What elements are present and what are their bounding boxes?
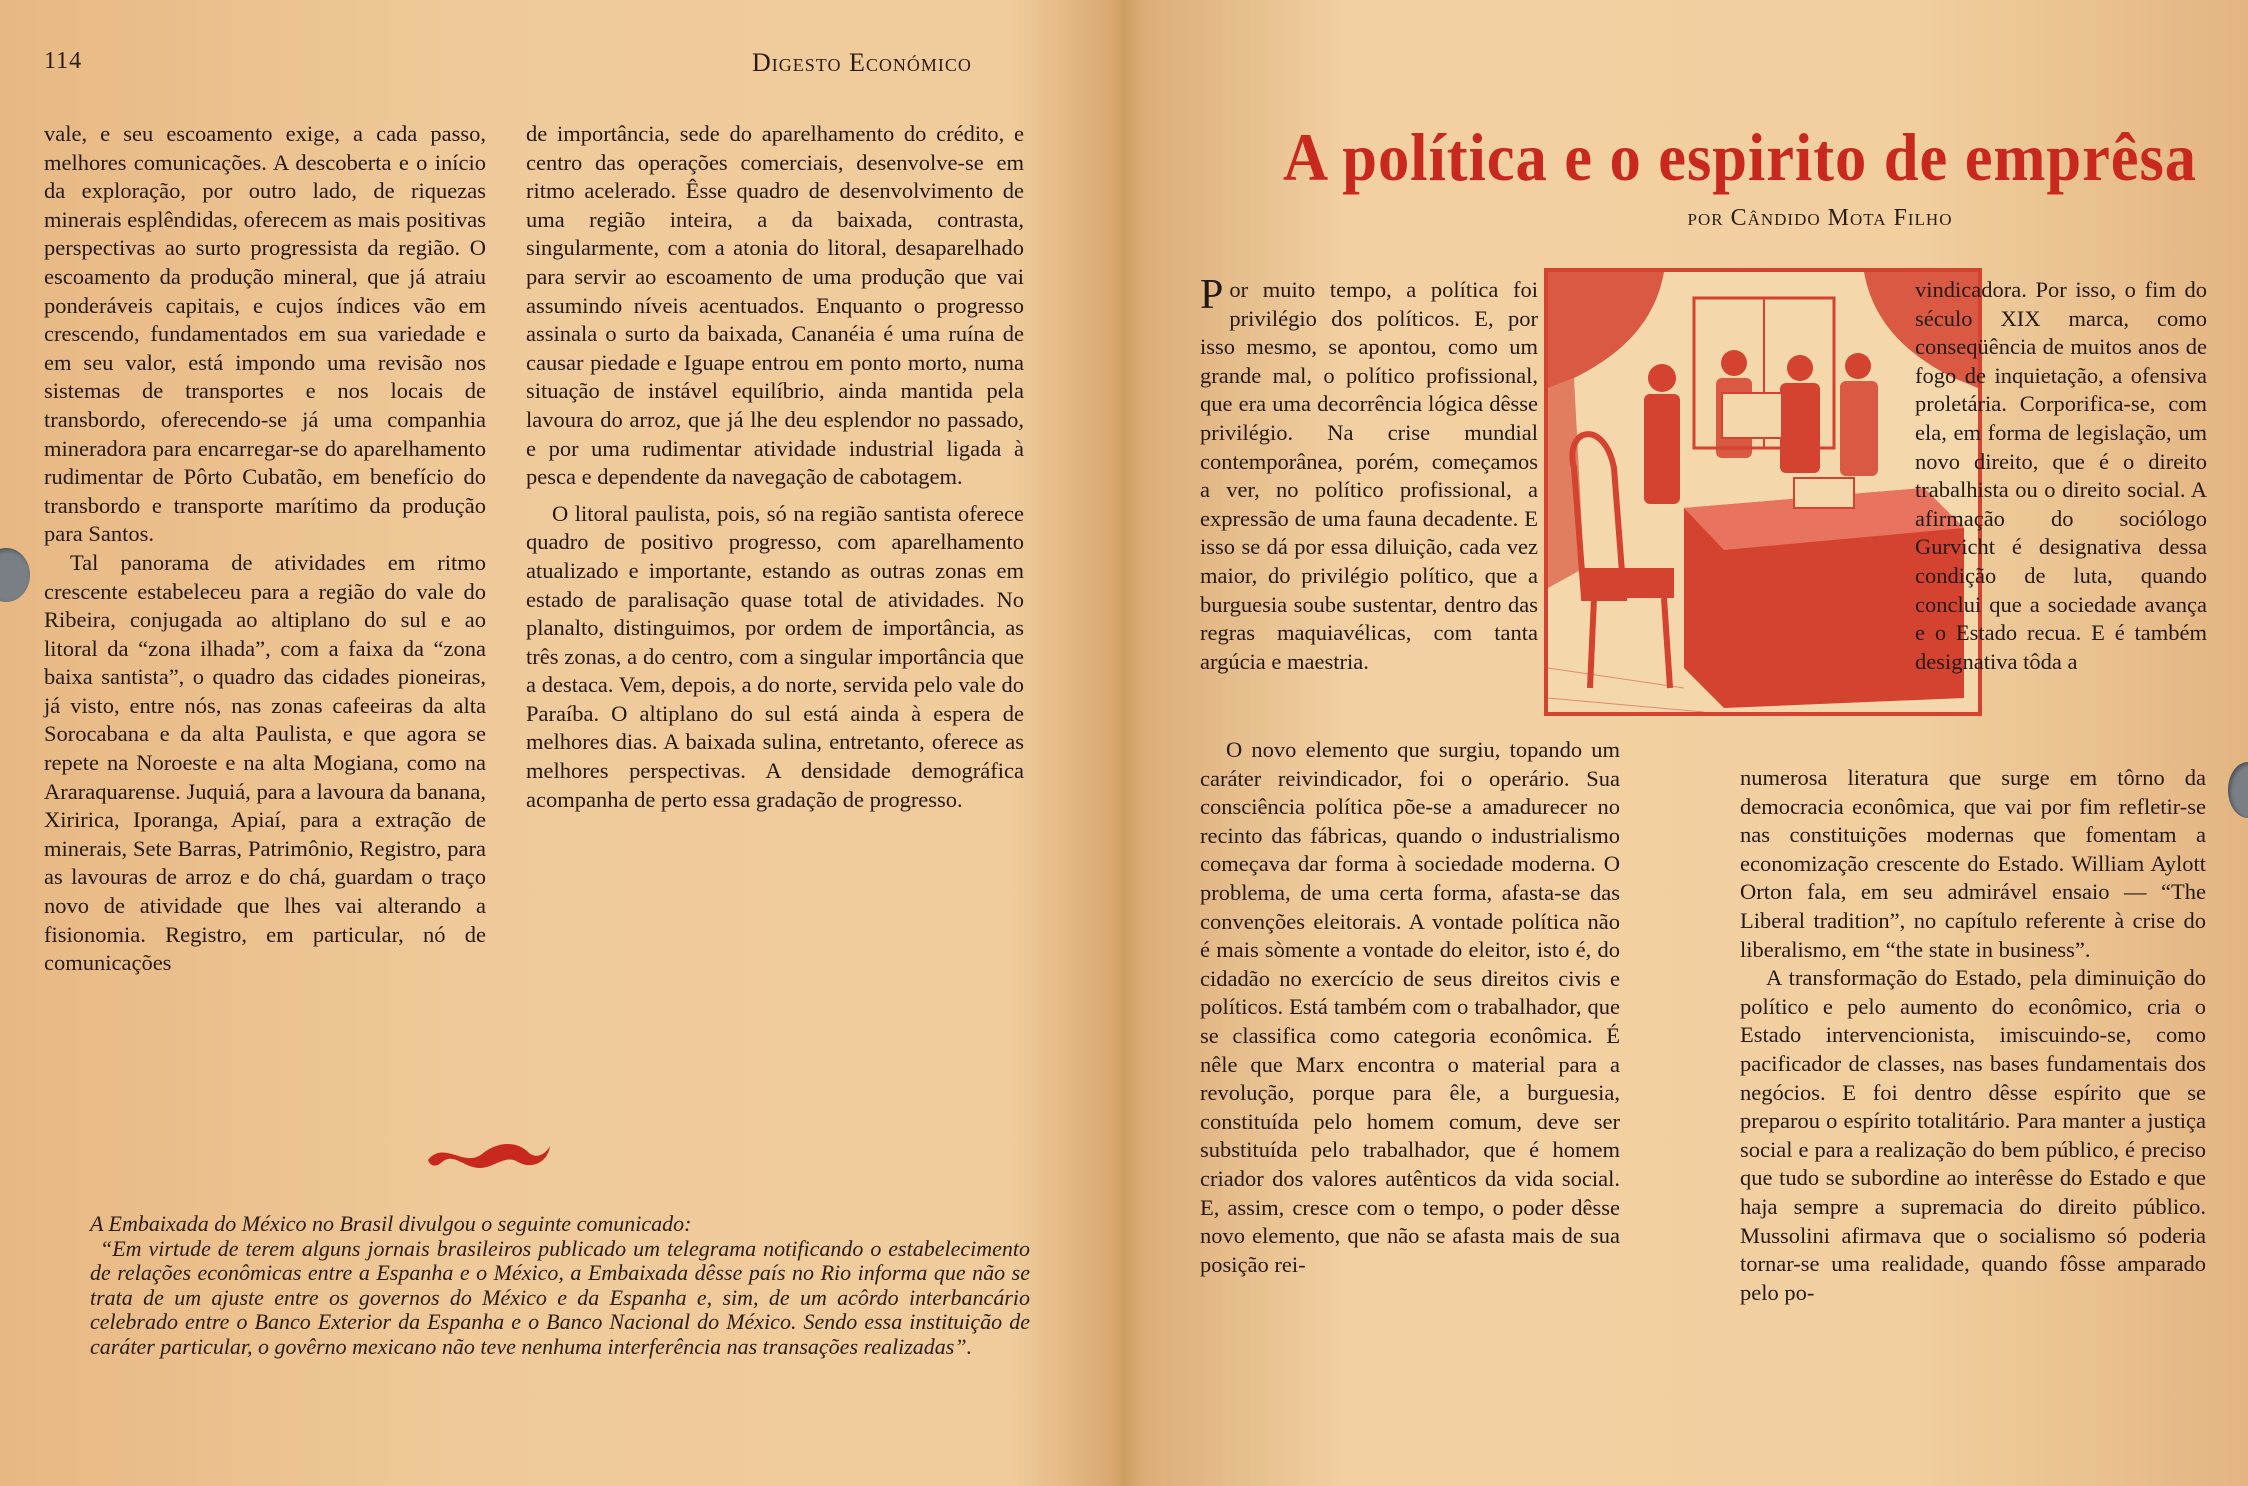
right-column-2-top [1915,276,2207,676]
right-column-1 [1200,736,1620,1279]
page-number: 114 [44,48,83,74]
paragraph: Tal panorama de atividades em ritmo crescente estabeleceu para a região do vale do Ribeira, conjugada ao altiplano do sul e ao litoral da “zona ilhada”, com a faixa da “zona baixa santista”, o quadro das cidades pioneiras, já visto, entre nós, nas zonas cafeeiras da alta Sorocabana e da alta Paulista, e que agora se repete na Noroeste e na alta Mogiana, como na Araraquarense. Juquiá, para a lavoura da banana, Xiririca, Iporanga, Apiaí, para a extração de minerais, Sete Barras, Patrimônio, Registro, para as lavouras de arroz e do chá, guardam o traço novo de atividade que lhes vai alterando a fisionomia. Registro, em particular, nó de comunicações [44,549,486,976]
article-title: A política e o espirito de emprêsa [1283,119,2197,195]
left-column-2 [526,120,1024,814]
binding-hole [0,548,30,602]
paragraph: de importância, sede do aparelhamento do crédito, e centro das operações comerciais, desenvolve-se em ritmo acelerado. Êsse quadro de desenvolvimento de uma região inteira, a da baixada, contrasta, singularmente, com a atonia do litoral, desaparelhado para servir ao escoamento de uma produção que vai assumindo níveis acentuados. Enquanto o progresso assinala o surto da baixada, Cananéia é uma ruína de causar piedade e Iguape entrou em ponto morto, numa situação de instável equilíbrio, ainda mantida pela lavoura do arroz, que já lhe deu esplendor no passado, e por uma rudimentar atividade industrial ligada à pesca e dependente da navegação de cabotagem. [526,121,1024,490]
paragraph: O novo elemento que surgiu, topando um caráter reivindicador, foi o operário. Sua consciência política põe-se a amadurecer no recinto das fábricas, quando o industrialismo começava dar forma à sociedade moderna. O problema, de uma certa forma, afasta-se das convenções eleitorais. A vontade política não é mais sòmente a vontade do eleitor, isto é, do cidadão no exercício de seus direitos civis e políticos. Está também com o trabalhador, que se classifica como categoria econômica. É nêle que Marx encontra o material para a revolução, porque para êle, a burguesia, constituída pelo homem comum, deve ser substituída pelo trabalhador, que é homem criador dos valores autênticos da vida social. E, assim, cresce com o tempo, o poder dêsse novo elemento, que não se afasta mais de sua posição rei- [1200,737,1620,1277]
paragraph: numerosa literatura que surge em tôrno da democracia econômica, que vai por fim refletir-se nas constituições modernas que fomentam a economização crescente do Estado. William Aylott Orton fala, em seu admirável ensaio — “The Liberal tradition”, no capítulo referente à crise do liberalismo, em “the state in business”. [1740,765,2206,962]
paragraph: O litoral paulista, pois, só na região santista oferece quadro de positivo progresso, com aparelhamento atualizado e importante, estando as outras zonas em estado de paralisação quase total de atividades. No planalto, distinguimos, por ordem de importância, as três zonas, a do centro, com a singular importância que a destaca. Vem, depois, a do norte, servida pelo vale do Paraíba. O altiplano do sul está ainda à espera de melhores dias. A baixada sulina, entretanto, oferece as melhores perspectivas. A densidade demográfica acompanha de perto essa gradação de progresso. [526,500,1024,812]
ornament-icon [424,1134,554,1178]
notice-body: “Em virtude de terem alguns jornais brasileiros publicado um telegrama notificando o estabelecimento de relações econômicas entre a Espanha e o México, a Embaixada dêsse país no Rio informa que não se trata de um ajuste entre os governos do México e da Espanha e, sim, de um acôrdo interbancário celebrado entre o Banco Exterior da Espanha e o Banco Nacional do México. Sendo essa instituição de caráter particular, o govêrno mexicano não teve nenhuma interferência nas transações realizadas”. [90,1235,1030,1359]
right-column-2 [1740,764,2206,1307]
running-head: Digesto Económico [752,48,972,77]
left-column-1 [44,120,486,978]
notice-heading: A Embaixada do México no Brasil divulgou o seguinte comunicado: [90,1211,692,1236]
drop-cap: P [1200,272,1224,318]
right-column-1-lead [1200,272,1538,676]
paragraph: or muito tempo, a política foi privilégio dos políticos. E, por isso mesmo, se apontou, como um grande mal, o político profissional, que era uma decorrência lógica dêsse privilégio. Na crise mundial contemporânea, porém, começamos a ver, no político profissional, a expressão de uma fauna decadente. E isso se dá por essa diluição, cada vez maior, do privilégio político, que a burguesia soube sustentar, dentro das regras maquiavélicas, com tanta argúcia e maestria. [1200,277,1538,674]
paragraph: vindicadora. Por isso, o fim do século XIX marca, como conseqüência de muitos anos de fogo de inquietação, a ofensiva proletária. Corporifica-se, com ela, em forma de legislação, um novo direito, que é o direito trabalhista ou o direito social. A afirmação do sociólogo Gurvicht é designativa dessa condição de luta, quando conclui que a sociedade avança e o Estado recua. E é também designativa tôda a [1915,277,2207,674]
embassy-notice [90,1212,1030,1359]
left-page [0,0,1110,1486]
paragraph: vale, e seu escoamento exige, a cada passo, melhores comunicações. A descoberta e o início da exploração, por outro lado, de riquezas minerais esplêndidas, oferecem as mais positivas perspectivas ao surto progressista da região. O escoamento da produção mineral, que já atraiu ponderáveis capitais, e cujos índices vão em crescendo, fundamentados em sua variedade e em seu valor, está impondo uma revisão nos sistemas de transportes e nos locais de transbordo, oferecendo-se já uma companhia mineradora para encarregar-se do aparelhamento rudimentar de Pôrto Cubatão, em benefício do transbordo e transporte marítimo da produção para Santos. [44,121,486,547]
right-page [1120,0,2248,1486]
article-byline: por Cândido Mota Filho [1687,205,1953,231]
paragraph: A transformação do Estado, pela diminuição do político e pelo aumento do econômico, cria o Estado intervencionista, imiscuindo-se, como pacificador de classes, nas bases fundamentais dos negócios. E foi dentro dêsse espírito que se preparou o espírito totalitário. Para manter a justiça social e para a realização do bem público, é preciso que tudo se subordine ao interêsse do Estado e que haja sempre a supremacia do direito público. Mussolini afirmava que o socialismo só poderia tornar-se uma realidade, quando fôsse amparado pelo po- [1740,965,2206,1305]
binding-hole [2228,762,2248,818]
